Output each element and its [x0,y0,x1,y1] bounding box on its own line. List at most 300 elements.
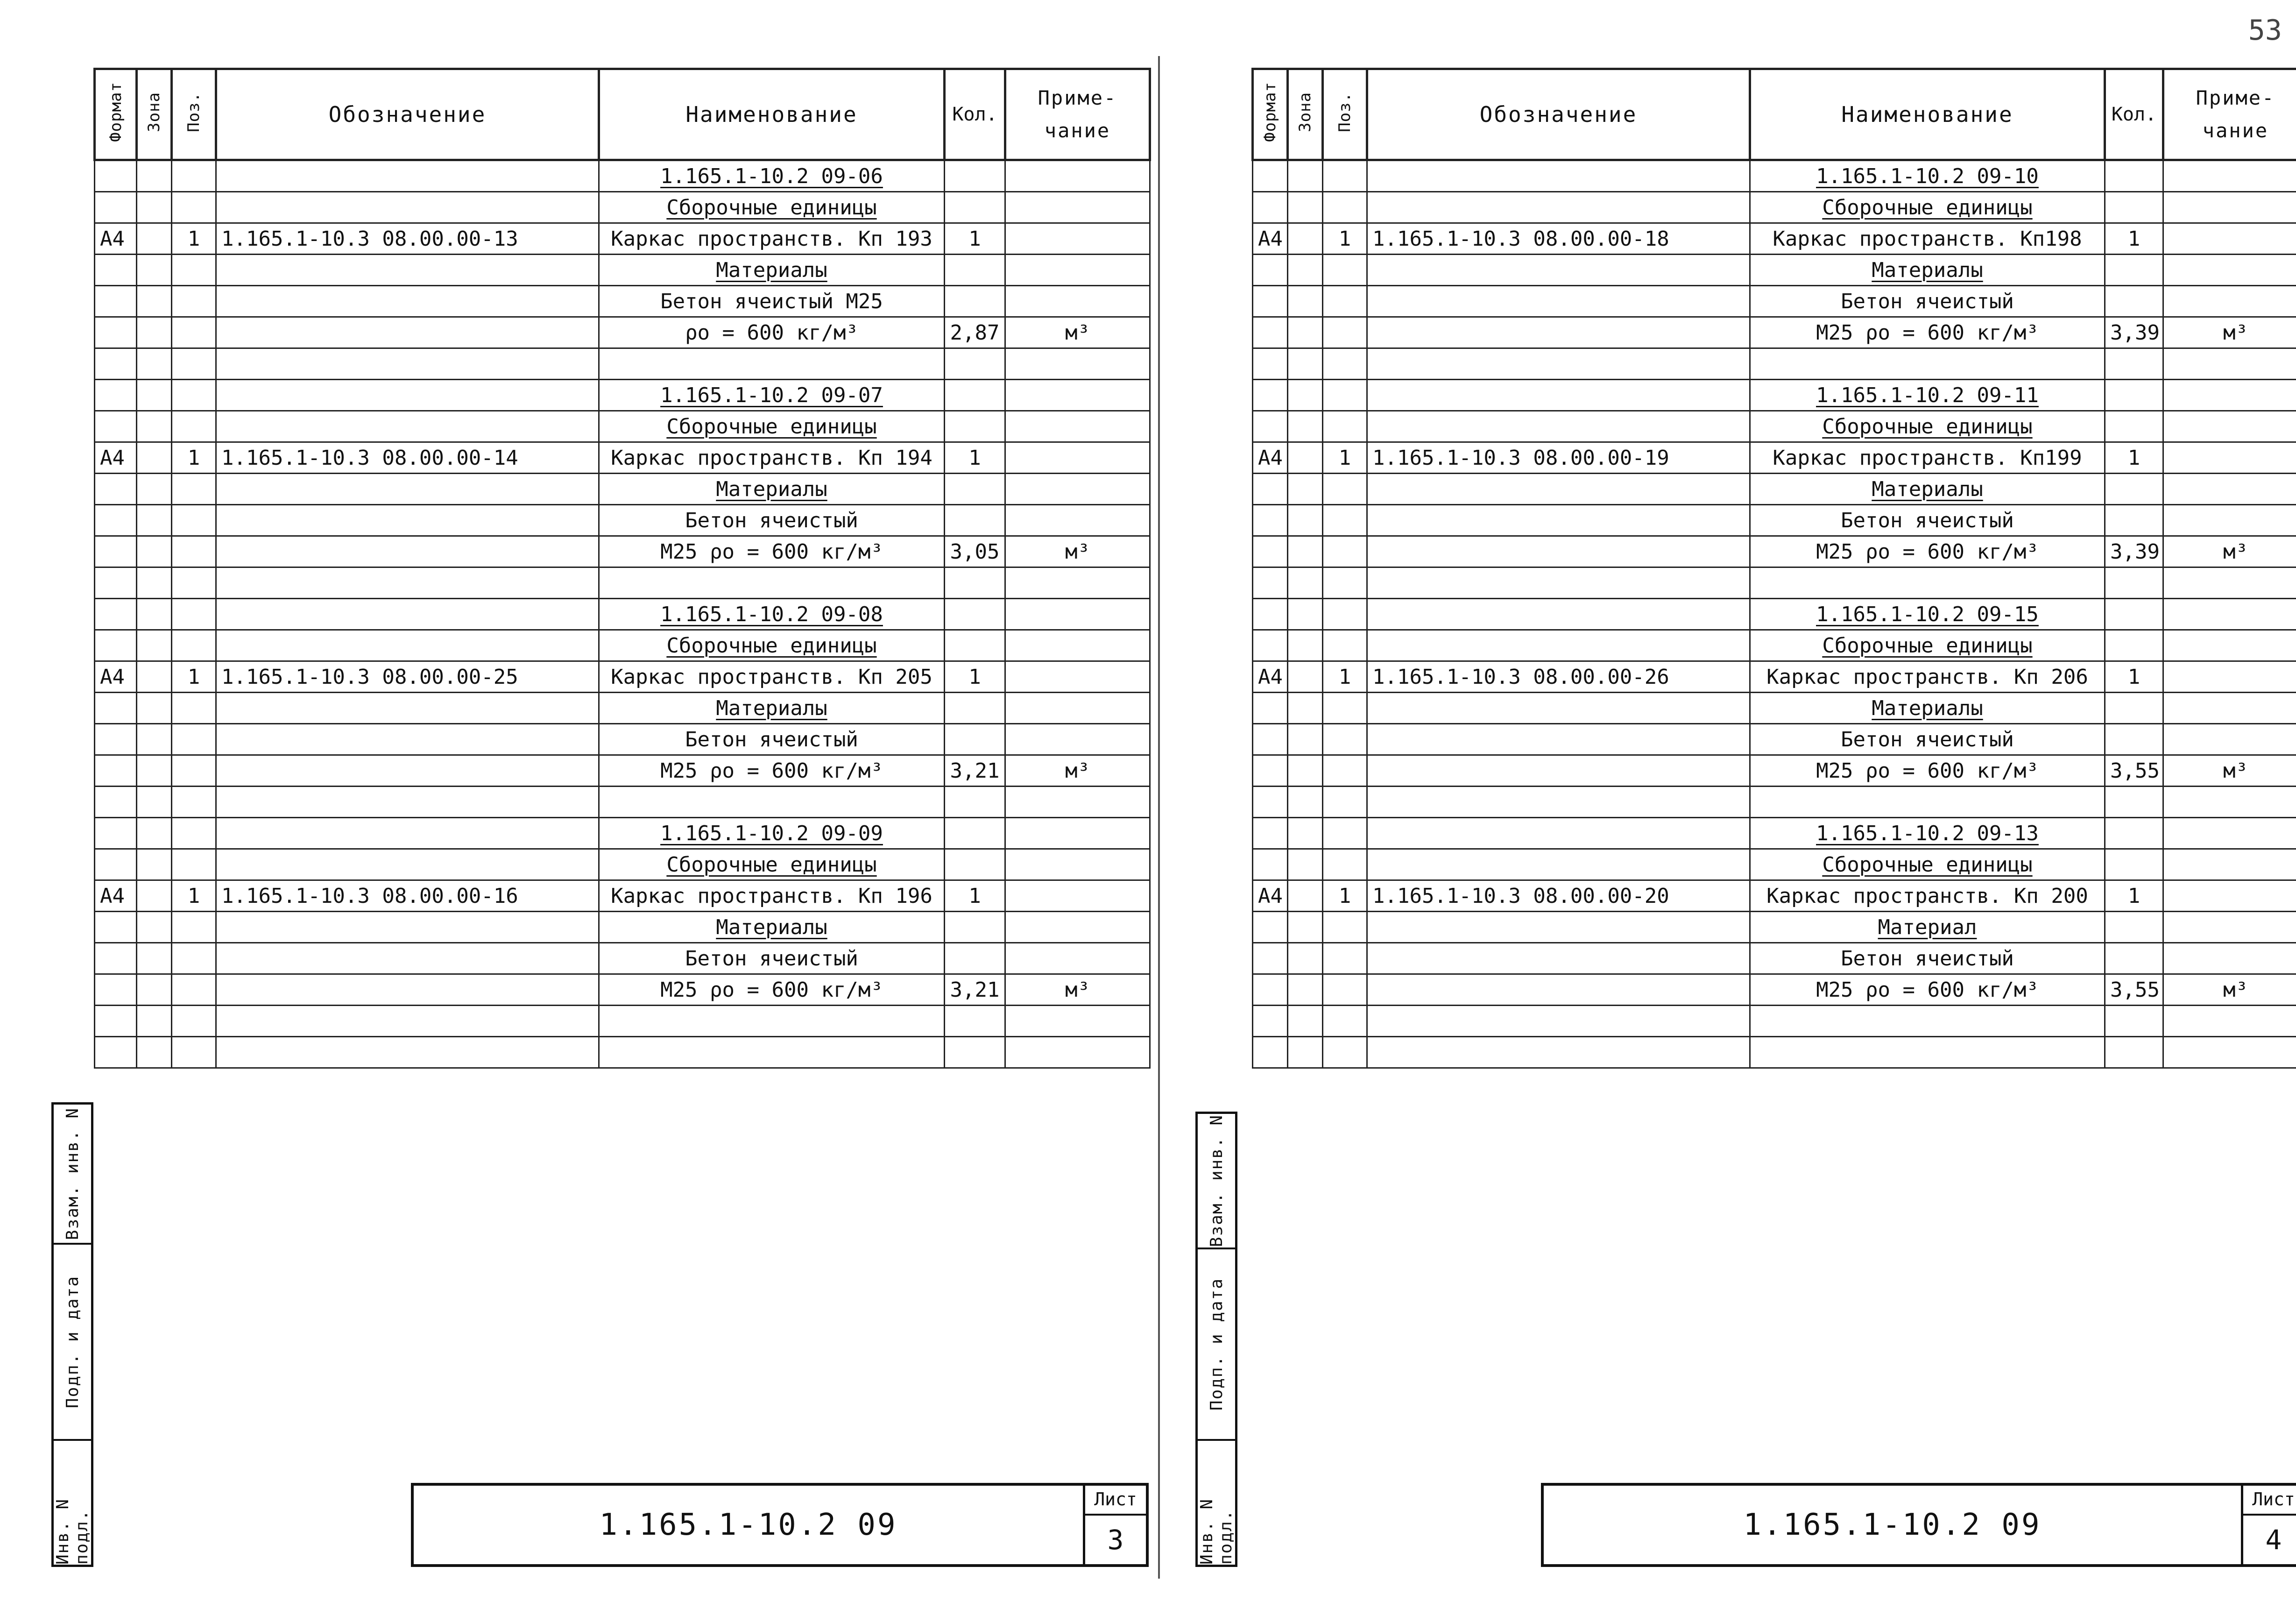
cell-designation [1367,317,1750,348]
cell-position [172,974,216,1006]
cell-name: Материалы [1750,255,2105,286]
cell-note [1005,693,1150,724]
cell-quantity: 1 [2105,442,2163,474]
cell-position [1323,192,1367,223]
cell-name: М25 ρo = 600 кг/м³ [599,755,945,787]
cell-position [1323,505,1367,536]
title-block [411,1483,1149,1567]
spec-row [95,223,1150,255]
cell-note [1005,505,1150,536]
spec-sheet-left [93,68,1149,1567]
cell-designation: 1.165.1-10.3 08.00.00-18 [1367,223,1750,255]
cell-quantity [945,818,1005,849]
cell-quantity [2105,787,2163,818]
cell-position [172,724,216,755]
cell-designation [216,943,599,974]
cell-name: Бетон ячеистый [1750,505,2105,536]
cell-designation: 1.165.1-10.3 08.00.00-25 [216,661,599,693]
spec-row [1253,787,2296,818]
cell-format [95,724,137,755]
cell-note [2163,567,2296,599]
cell-format [1253,505,1288,536]
cell-format [1253,912,1288,943]
cell-quantity [945,630,1005,661]
cell-quantity: 3,21 [945,755,1005,787]
cell-designation [216,912,599,943]
stamp-cell-original-number: Инв. N подл. [1197,1498,1236,1565]
cell-designation [1367,536,1750,567]
cell-quantity [2105,474,2163,505]
cell-format [95,567,137,599]
cell-quantity [945,787,1005,818]
cell-note [2163,380,2296,411]
cell-zone [1288,223,1323,255]
cell-zone [137,693,172,724]
cell-designation: 1.165.1-10.3 08.00.00-26 [1367,661,1750,693]
cell-zone [1288,380,1323,411]
spec-row [1253,755,2296,787]
cell-zone [1288,974,1323,1006]
cell-designation [1367,724,1750,755]
cell-position [1323,255,1367,286]
cell-zone [1288,160,1323,192]
col-designation-header: Обозначение [216,69,599,160]
cell-name: Сборочные единицы [1750,849,2105,880]
cell-quantity [945,599,1005,630]
cell-format [1253,380,1288,411]
cell-name: Каркас пространств. Кп 196 [599,880,945,912]
spec-row [95,1006,1150,1037]
cell-format [1253,599,1288,630]
cell-name [1750,567,2105,599]
cell-name: Бетон ячеистый [1750,286,2105,317]
cell-note [2163,787,2296,818]
cell-zone [137,943,172,974]
cell-note [1005,255,1150,286]
cell-designation [1367,755,1750,787]
cell-zone [137,818,172,849]
cell-format [1253,849,1288,880]
cell-position [172,912,216,943]
sheet-number-cell [2241,1486,2296,1564]
sheet-number: 4 [2265,1524,2282,1556]
cell-format [95,912,137,943]
cell-format [95,1037,137,1068]
cell-name: 1.165.1-10.2 09-13 [1750,818,2105,849]
spec-row [1253,411,2296,442]
cell-quantity: 1 [2105,880,2163,912]
cell-format [1253,1006,1288,1037]
spec-row [95,348,1150,380]
spec-row [95,442,1150,474]
cell-name: 1.165.1-10.2 09-07 [599,380,945,411]
cell-designation [216,693,599,724]
cell-position: 1 [1323,661,1367,693]
cell-quantity [945,411,1005,442]
cell-note [1005,1006,1150,1037]
cell-quantity [2105,599,2163,630]
cell-zone [137,599,172,630]
cell-designation [1367,348,1750,380]
cell-quantity [2105,380,2163,411]
cell-name: М25 ρo = 600 кг/м³ [599,536,945,567]
cell-position [172,630,216,661]
cell-name [1750,1006,2105,1037]
spec-row [95,411,1150,442]
cell-name [1750,1037,2105,1068]
cell-note [2163,693,2296,724]
cell-name: 1.165.1-10.2 09-15 [1750,599,2105,630]
cell-designation [1367,474,1750,505]
spec-row [1253,630,2296,661]
cell-format [1253,755,1288,787]
cell-zone [137,411,172,442]
cell-quantity [945,286,1005,317]
spec-row [1253,160,2296,192]
cell-designation [1367,160,1750,192]
cell-format [95,411,137,442]
cell-quantity [945,724,1005,755]
cell-format [95,630,137,661]
spec-row [95,849,1150,880]
cell-name [599,1037,945,1068]
cell-designation [1367,849,1750,880]
cell-note [1005,380,1150,411]
cell-note [2163,255,2296,286]
cell-position [172,160,216,192]
cell-note [1005,1037,1150,1068]
cell-position [172,411,216,442]
cell-zone [1288,192,1323,223]
cell-format: А4 [95,442,137,474]
spec-row [1253,599,2296,630]
cell-designation [1367,1006,1750,1037]
cell-note [2163,411,2296,442]
cell-designation [216,380,599,411]
spec-row [95,255,1150,286]
cell-designation [1367,255,1750,286]
cell-zone [1288,567,1323,599]
cell-format [1253,943,1288,974]
cell-format [95,755,137,787]
spec-row [1253,693,2296,724]
cell-note [1005,912,1150,943]
cell-note [1005,286,1150,317]
col-qty-header: Кол. [2105,69,2163,160]
cell-position [1323,1006,1367,1037]
cell-position [1323,348,1367,380]
cell-designation [216,474,599,505]
sheet-label: Лист [2243,1486,2296,1516]
col-designation-header: Обозначение [1367,69,1750,160]
cell-note [1005,943,1150,974]
cell-zone [137,724,172,755]
cell-format [95,286,137,317]
cell-note: м³ [2163,536,2296,567]
cell-position [172,943,216,974]
cell-designation [1367,599,1750,630]
spec-row [95,943,1150,974]
cell-zone [137,567,172,599]
cell-position: 1 [1323,442,1367,474]
cell-format [1253,567,1288,599]
cell-name: Материал [1750,912,2105,943]
cell-designation [216,348,599,380]
cell-name: М25 ρo = 600 кг/м³ [1750,317,2105,348]
cell-zone [137,536,172,567]
cell-quantity: 3,55 [2105,755,2163,787]
spec-row [95,818,1150,849]
cell-note: м³ [1005,974,1150,1006]
cell-note [2163,599,2296,630]
cell-position [172,317,216,348]
cell-zone [1288,661,1323,693]
cell-name: Материалы [1750,693,2105,724]
cell-zone [1288,724,1323,755]
cell-designation [216,567,599,599]
cell-designation: 1.165.1-10.3 08.00.00-13 [216,223,599,255]
cell-position [1323,724,1367,755]
header-row [95,69,1150,160]
cell-format [1253,630,1288,661]
cell-designation [1367,505,1750,536]
cell-designation [216,787,599,818]
cell-quantity [945,912,1005,943]
cell-format [95,505,137,536]
spec-row [1253,474,2296,505]
cell-zone [137,255,172,286]
cell-format [1253,1037,1288,1068]
cell-zone [1288,755,1323,787]
cell-format [1253,317,1288,348]
cell-note [2163,192,2296,223]
cell-quantity: 1 [2105,223,2163,255]
title-block [1541,1483,2296,1567]
cell-zone [1288,912,1323,943]
cell-format: А4 [95,223,137,255]
cell-designation [216,411,599,442]
cell-zone [137,880,172,912]
spec-row [1253,255,2296,286]
cell-position [172,599,216,630]
cell-designation: 1.165.1-10.3 08.00.00-19 [1367,442,1750,474]
spec-row [1253,505,2296,536]
cell-zone [1288,536,1323,567]
cell-position [172,348,216,380]
cell-position [172,755,216,787]
sheet-label: Лист [1085,1486,1146,1516]
cell-name: Бетон ячеистый [599,505,945,536]
cell-note [1005,192,1150,223]
cell-zone [1288,693,1323,724]
page-corner-number: 53 [2248,14,2282,47]
cell-format [1253,160,1288,192]
spec-row [95,286,1150,317]
spec-row [1253,880,2296,912]
spec-row [95,380,1150,411]
cell-zone [1288,255,1323,286]
cell-position [172,380,216,411]
cell-format [95,599,137,630]
spec-row [1253,724,2296,755]
spec-row [95,630,1150,661]
cell-note [1005,724,1150,755]
cell-position: 1 [172,661,216,693]
cell-format [95,943,137,974]
spec-row [95,192,1150,223]
cell-zone [1288,849,1323,880]
cell-quantity [2105,849,2163,880]
cell-note [2163,630,2296,661]
cell-quantity [945,474,1005,505]
header-row [1253,69,2296,160]
spec-row [95,724,1150,755]
col-note-header: Приме-чание [2163,69,2296,160]
col-pos-header: Поз. [172,69,216,160]
cell-designation [216,630,599,661]
spec-rows [95,160,1150,1068]
cell-name: Материалы [599,474,945,505]
cell-position [1323,286,1367,317]
spec-row [95,317,1150,348]
spec-row [95,912,1150,943]
cell-designation [1367,943,1750,974]
cell-designation [216,192,599,223]
cell-quantity [2105,567,2163,599]
cell-quantity [2105,1037,2163,1068]
cell-quantity [945,380,1005,411]
cell-quantity: 1 [2105,661,2163,693]
cell-quantity: 3,39 [2105,317,2163,348]
col-format-header: Формат [95,69,137,160]
col-name-header: Наименование [1750,69,2105,160]
cell-zone [137,223,172,255]
spec-rows [1253,160,2296,1068]
cell-position [1323,849,1367,880]
cell-position [1323,1037,1367,1068]
cell-quantity: 1 [945,223,1005,255]
cell-designation [216,505,599,536]
cell-note: м³ [1005,755,1150,787]
cell-designation [1367,567,1750,599]
cell-note [2163,1006,2296,1037]
cell-zone [137,380,172,411]
cell-position [1323,380,1367,411]
cell-name: Сборочные единицы [599,411,945,442]
cell-name: Бетон ячеистый [599,943,945,974]
cell-quantity [2105,160,2163,192]
cell-format [1253,693,1288,724]
col-zone-header: Зона [137,69,172,160]
cell-name: Материалы [599,693,945,724]
cell-format [95,536,137,567]
cell-position: 1 [1323,223,1367,255]
cell-zone [1288,317,1323,348]
cell-position [1323,818,1367,849]
cell-note: м³ [1005,536,1150,567]
col-format-header: Формат [1253,69,1288,160]
spec-table [1251,68,2296,1069]
cell-quantity [2105,943,2163,974]
col-note-header: Приме-чание [1005,69,1150,160]
cell-name: Каркас пространств. Кп 194 [599,442,945,474]
cell-designation [1367,693,1750,724]
cell-format: А4 [1253,661,1288,693]
sheet-number-cell [1083,1486,1146,1564]
cell-name: Бетон ячеистый [1750,943,2105,974]
cell-name [1750,787,2105,818]
cell-format [95,787,137,818]
spec-row [1253,348,2296,380]
spec-row [95,599,1150,630]
cell-format [1253,348,1288,380]
cell-quantity [945,567,1005,599]
cell-quantity [945,1006,1005,1037]
cell-designation [216,255,599,286]
cell-designation [1367,818,1750,849]
cell-format [1253,255,1288,286]
cell-quantity [2105,286,2163,317]
cell-name: Каркас пространств. Кп 205 [599,661,945,693]
cell-designation [1367,1037,1750,1068]
cell-position [1323,912,1367,943]
col-name-header: Наименование [599,69,945,160]
cell-zone [137,912,172,943]
cell-note [2163,1037,2296,1068]
cell-zone [137,348,172,380]
cell-note [2163,474,2296,505]
cell-name: М25 ρo = 600 кг/м³ [599,974,945,1006]
cell-designation [1367,974,1750,1006]
cell-zone [1288,286,1323,317]
cell-designation [1367,286,1750,317]
stamp-cell-original-number: Инв. N подл. [53,1498,92,1565]
cell-zone [137,286,172,317]
cell-designation [216,849,599,880]
cell-zone [1288,1037,1323,1068]
cell-name: Сборочные единицы [599,630,945,661]
cell-position [1323,974,1367,1006]
cell-zone [137,474,172,505]
cell-quantity [945,160,1005,192]
cell-quantity [2105,724,2163,755]
cell-zone [137,1037,172,1068]
spec-row [1253,943,2296,974]
cell-designation [1367,192,1750,223]
cell-position [1323,567,1367,599]
spec-row [1253,223,2296,255]
cell-format [1253,286,1288,317]
cell-zone [137,192,172,223]
cell-quantity: 1 [945,880,1005,912]
spec-row [95,787,1150,818]
cell-format [95,693,137,724]
cell-quantity [2105,255,2163,286]
spec-row [1253,661,2296,693]
cell-position: 1 [172,442,216,474]
cell-note [1005,567,1150,599]
cell-designation [216,1037,599,1068]
spec-table [93,68,1151,1069]
cell-position [172,192,216,223]
cell-note [1005,599,1150,630]
cell-name [599,1006,945,1037]
cell-quantity [2105,1006,2163,1037]
cell-designation [216,724,599,755]
cell-position [172,1037,216,1068]
spec-row [95,505,1150,536]
cell-name: Сборочные единицы [599,849,945,880]
